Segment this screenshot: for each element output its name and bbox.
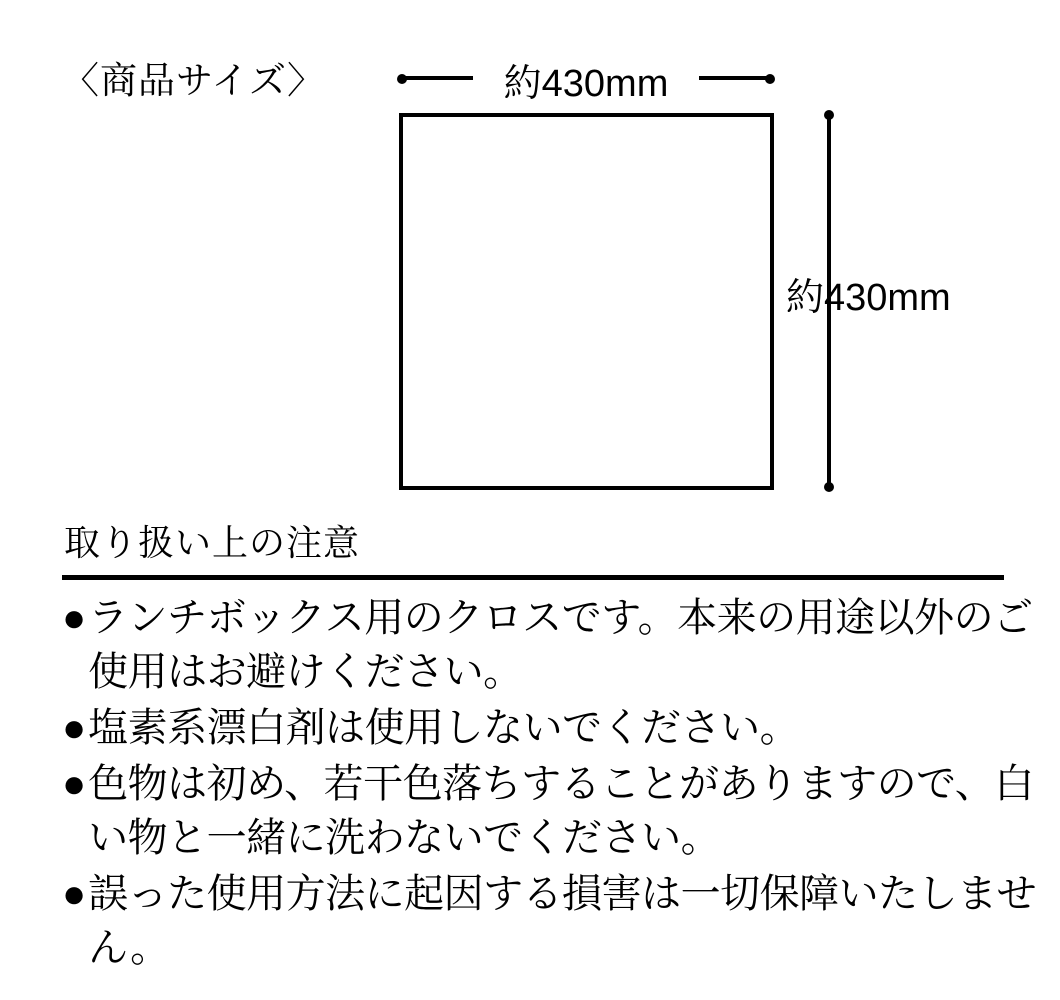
height-dimension-label: 約430mm [786, 277, 951, 319]
bullet-icon: ● [62, 872, 87, 916]
list-item-text: 誤った使用方法に起因する損害は一切保障いたしません。 [88, 872, 1037, 970]
list-item [62, 591, 1042, 699]
list-item-text: 塩素系漂白剤は使用しないでください。 [88, 706, 800, 750]
product-size-heading: 〈商品サイズ〉 [62, 60, 326, 101]
handling-notes-list [62, 591, 1042, 977]
dimension-line-segment [405, 76, 473, 80]
width-dimension-line [397, 74, 775, 80]
dimension-endpoint-dot-icon [824, 482, 834, 492]
list-item-text: 色物は初め、若干色落ちすることがありますので、白い物と一緒に洗わないでください。 [88, 762, 1034, 860]
dimension-endpoint-dot-icon [765, 74, 775, 84]
bullet-icon: ● [62, 762, 87, 806]
dimension-line-segment [699, 76, 767, 80]
divider [62, 575, 1004, 580]
handling-notes-title: 取り扱い上の注意 [64, 522, 361, 563]
bullet-icon: ● [62, 706, 87, 750]
list-item-text: ランチボックス用のクロスです。本来の用途以外のご使用はお避けください。 [88, 596, 1033, 694]
width-dimension-label: 約430mm [503, 63, 669, 105]
product-outline-square [399, 113, 774, 490]
list-item [62, 701, 1042, 755]
list-item [62, 757, 1042, 865]
bullet-icon: ● [62, 596, 87, 640]
list-item [62, 867, 1042, 975]
